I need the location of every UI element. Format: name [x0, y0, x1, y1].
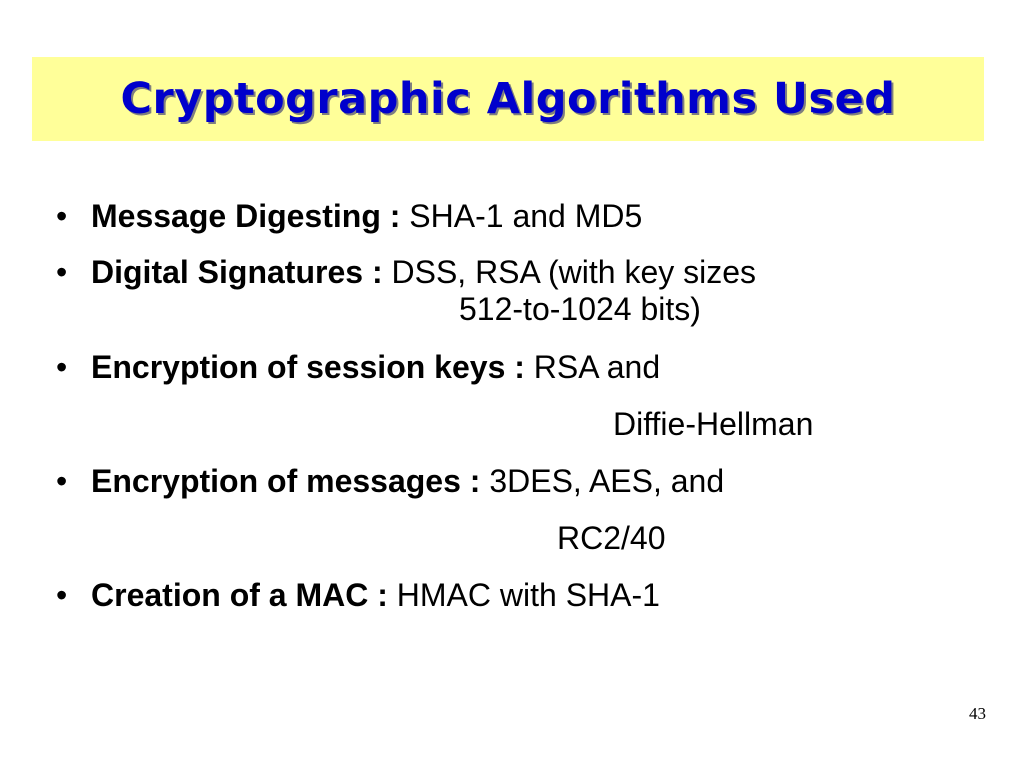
slide-title: Cryptographic Algorithms Used — [120, 74, 896, 124]
bullet-value: 3DES, AES, and — [489, 463, 725, 499]
bullet-value: RSA and — [533, 349, 661, 385]
bullet-value-continuation: RC2/40 — [557, 520, 666, 556]
bullet-icon: • — [56, 254, 68, 290]
bullet-item-digital-signatures — [50, 254, 990, 328]
page-number: 43 — [969, 704, 986, 723]
bullet-value-continuation: 512-to-1024 bits) — [459, 291, 701, 327]
bullet-label: Creation of a MAC : — [91, 577, 397, 613]
bullet-list — [50, 188, 990, 624]
title-band — [32, 57, 984, 141]
bullet-icon: • — [56, 349, 68, 385]
bullet-item-messages — [50, 453, 990, 567]
bullet-icon: • — [56, 577, 68, 613]
bullet-label: Encryption of messages : — [91, 463, 490, 499]
bullet-item-mac — [50, 567, 990, 624]
bullet-item-session-keys — [50, 339, 990, 453]
bullet-value: SHA-1 and MD5 — [409, 198, 643, 234]
bullet-value-continuation: Diffie-Hellman — [613, 406, 814, 442]
bullet-item-message-digesting — [50, 188, 990, 245]
bullet-icon: • — [56, 198, 68, 234]
bullet-value: HMAC with SHA-1 — [396, 577, 660, 613]
bullet-icon: • — [56, 463, 68, 499]
bullet-label: Encryption of session keys : — [91, 349, 534, 385]
bullet-label: Message Digesting : — [91, 198, 410, 234]
bullet-value: DSS, RSA (with key sizes — [391, 254, 757, 290]
bullet-label: Digital Signatures : — [91, 254, 392, 290]
